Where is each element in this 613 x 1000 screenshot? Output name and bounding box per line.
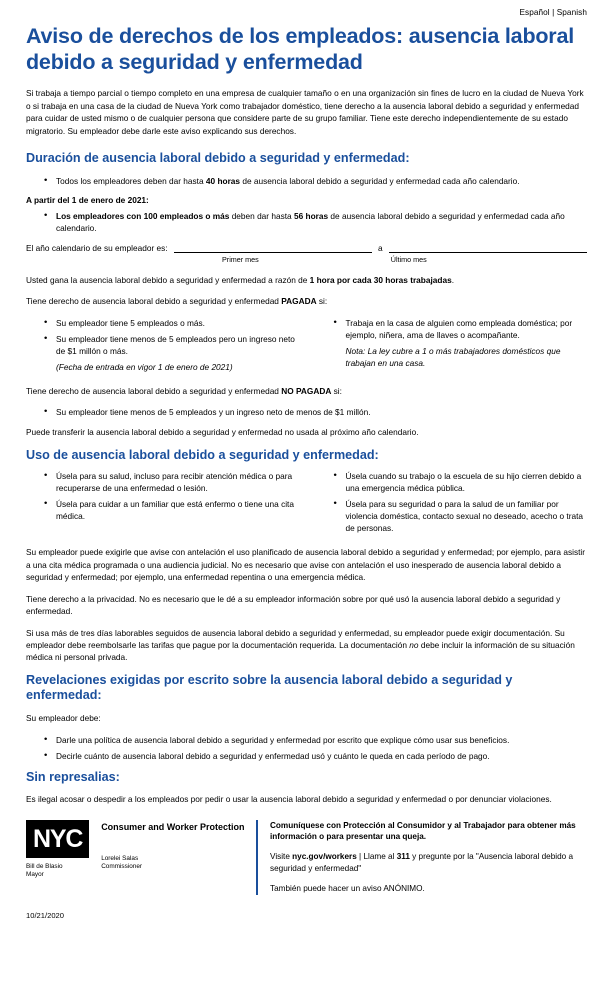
duration-subheading: A partir del 1 de enero de 2021: [26,194,149,205]
list-item: • Decirle cuánto de ausencia laboral debido a seguridad y enfermedad usó y cuánto le queda en cada período de pago. [46,750,587,762]
section-heading-use: Uso de ausencia laboral debido a seguridad y enfermedad: [26,447,379,462]
commissioner-title: Commissioner [101,863,143,871]
paid-leave-right-list [316,317,588,369]
list-item-note [46,361,298,373]
accrual-bold: 1 hora por cada 30 horas trabajadas [309,274,452,285]
calendar-range-separator: a [378,242,383,253]
unpaid-leave-intro [26,385,587,397]
section-heading-retaliation: Sin represalias: [26,769,120,784]
list-item: • Úsela para su seguridad o para la salud de un familiar por violencia doméstica, contacto sexual no deseado, acecho o trata de personas. [336,498,588,534]
note-text: La ley cubre a 1 o más trabajadores domésticos que trabajan en una casa. [345,345,561,368]
list-item: • Trabaja en la casa de alguien como empleada doméstica; por ejemplo, niñera, ama de llaves o acompañante. [336,317,588,341]
last-month-input-line[interactable] [389,242,587,253]
list-item [46,175,587,187]
commissioner-name: Lorelei Salas [101,854,139,862]
last-month-caption: Último mes [390,254,427,264]
bullet-text-bold: 40 horas [205,175,241,186]
commissioner-block [101,855,244,872]
intro-paragraph: Si trabaja a tiempo parcial o tiempo completo en una empresa de cualquier tamaño o en una organización sin fines de lucro en la ciudad de Nueva York o si trabaja en una casa de la ciudad de Nueva York como trabajador doméstico, tiene derecho a la ausencia laboral debido a seguridad y enfermedad para cuidar de usted mismo o de cualquier persona que considere parte de su grupo familiar. Tiene este derecho independientemente de su estado migratorio. Su empleador debe darle este aviso explicando sus derechos. [26,88,584,136]
nyc-logo: NYC [26,820,89,858]
contact-heading: Comuníquese con Protección al Consumidor y al Trabajador para obtener más información o para presentar una queja. [270,820,576,842]
advance-notice-paragraph: Su empleador puede exigirle que avise con antelación el uso planificado de ausencia laboral debido a seguridad y enfermedad; por ejemplo, para asistir a una cita médica programada o una audiencia judicial. No es necesario que avise con antelación el uso inesperado de ausencia laboral debido a seguridad y enfermedad; por ejemplo, una enfermedad repentina o una emergencia médica. [26,547,586,583]
list-item: • Su empleador tiene menos de 5 empleados pero un ingreso neto de $1 millón o más. [46,333,298,357]
paid-intro-post: si: [316,296,328,307]
bullet-text-mid: deben dar hasta [229,210,294,221]
effective-date-italic: (Fecha de entrada en vigor 1 de enero de 2021) [56,361,233,372]
list-item [46,210,587,234]
section-heading-duration: Duración de ausencia laboral debido a seguridad y enfermedad: [26,151,410,166]
paid-leave-left-column [26,317,298,377]
page-title: Aviso de derechos de los empleados: ausencia laboral debido a seguridad y enfermedad [26,24,575,75]
visit-post: y pregunte por la "Ausencia laboral debido a seguridad y enfermedad" [270,852,574,874]
accrual-post: . [451,274,455,285]
first-month-caption: Primer mes [222,254,259,264]
retaliation-paragraph: Es ilegal acosar o despedir a los empleados por pedir o usar la ausencia laboral debido a seguridad y enfermedad o por denunciar violaciones. [26,794,552,805]
anonymous-note: También puede hacer un aviso ANÓNIMO. [270,884,425,894]
list-item-note [336,345,588,369]
visit-pre: Visite [270,852,293,862]
use-right-column [316,470,588,538]
paid-leave-intro [26,295,587,307]
agency-name: Consumer and Worker Protection [101,821,245,832]
disclosures-list [26,734,587,762]
fill-line-captions [26,255,587,264]
list-item: • Darle una política de ausencia laboral debido a seguridad y enfermedad por escrito que explique cómo usar sus beneficios. [46,734,587,746]
duration-bullet-list-2 [26,210,587,234]
documentation-pre: Si usa más de tres días laborables seguidos de ausencia laboral debido a seguridad y enfermedad, su empleador puede exigir documentación. Su empleador debe reembolsarle las tarifas que pague por la documentación requerida. La documentación [26,627,565,650]
paid-intro-bold: PAGADA [281,296,317,307]
mayor-title: Mayor [26,871,44,879]
use-left-list [26,470,298,522]
documentation-italic: no [409,639,419,650]
calendar-year-fill-row [26,242,587,253]
unpaid-intro-pre: Tiene derecho de ausencia laboral debido a seguridad y enfermedad [26,385,282,396]
phone-number[interactable]: 311 [396,852,410,862]
privacy-paragraph: Tiene derecho a la privacidad. No es necesario que le dé a su empleador información sobre por qué usó la ausencia laboral debido a seguridad y enfermedad. [26,593,561,617]
first-month-input-line[interactable] [174,242,372,253]
bullet-text-bold-2: 56 horas [293,210,329,221]
paid-leave-columns [26,317,587,377]
language-indicator: Español | Spanish [519,8,587,17]
list-item: • Úsela cuando su trabajo o la escuela de su hijo cierren debido a una emergencia médica pública. [336,470,588,494]
bullet-text-post: de ausencia laboral debido a seguridad y enfermedad cada año calendario. [240,175,520,186]
disclosures-lead: Su empleador debe: [26,713,101,724]
bullet-text-pre: Todos los empleadores deben dar hasta [56,175,206,186]
use-right-list [316,470,588,534]
list-item: • Su empleador tiene menos de 5 empleados y un ingreso neto de menos de $1 millón. [46,406,587,418]
documentation-post: debe incluir la información de su situación médica ni personal privada. [26,639,575,663]
use-columns [26,470,587,538]
contact-details [270,851,587,875]
documentation-paragraph [26,627,587,664]
paid-leave-right-column [316,317,588,377]
list-item: • Úsela para cuidar a un familiar que está enfermo o tiene una cita médica. [46,498,298,522]
bullet-text-bold-1: Los empleadores con 100 empleados o más [56,210,230,221]
website-link[interactable]: nyc.gov/workers [292,852,357,862]
list-item: • Su empleador tiene 5 empleados o más. [46,317,298,329]
visit-mid: | Llame al [356,852,397,862]
section-heading-disclosures: Revelaciones exigidas por escrito sobre la ausencia laboral debido a seguridad y enfermedad: [26,672,513,703]
mayor-block [26,863,89,880]
mayor-name: Bill de Blasio [26,862,63,870]
use-left-column [26,470,298,538]
paid-intro-pre: Tiene derecho de ausencia laboral debido a seguridad y enfermedad [26,296,282,307]
footer-contact-block [258,820,587,895]
note-label: Nota: [345,345,366,356]
list-item: • Úsela para su salud, incluso para recibir atención médica o para recuperarse de una enfermedad o lesión. [46,470,298,494]
unpaid-leave-list [26,406,587,418]
paid-leave-left-list [26,317,298,373]
nyc-logo-block [26,820,89,880]
duration-bullet-list-1 [26,175,587,187]
calendar-year-label: El año calendario de su empleador es: [26,242,168,253]
bullet-text-post: de ausencia laboral debido a seguridad y enfermedad cada año calendario. [56,210,565,233]
revision-date: 10/21/2020 [26,911,65,921]
accrual-rate-paragraph [26,274,587,286]
accrual-pre: Usted gana la ausencia laboral debido a seguridad y enfermedad a razón de [26,274,310,285]
unpaid-intro-bold: NO PAGADA [281,385,332,396]
agency-block [101,820,244,873]
footer-agency-block [26,820,258,895]
carryover-paragraph: Puede transferir la ausencia laboral debido a seguridad y enfermedad no usada al próximo año calendario. [26,427,419,438]
footer [26,820,587,895]
unpaid-intro-post: si: [331,385,342,396]
